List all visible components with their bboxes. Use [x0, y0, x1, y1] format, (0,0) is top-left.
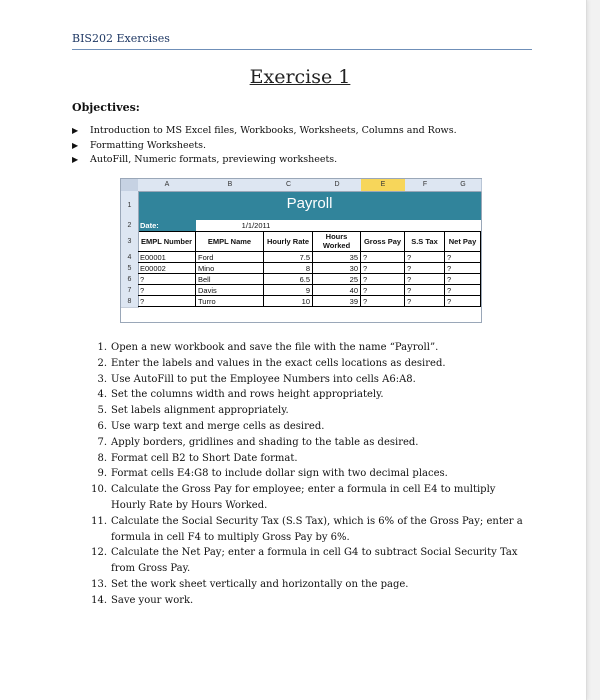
- header-cell: EMPL Number: [138, 231, 196, 252]
- table-cell: ?: [405, 274, 445, 285]
- step-number: 8.: [97, 452, 107, 464]
- table-cell: Turro: [196, 296, 264, 307]
- list-item: [90, 466, 530, 482]
- step-text: Open a new workbook and save the file with the name “Payroll”.: [111, 342, 439, 353]
- table-cell: ?: [361, 263, 405, 274]
- step-text: Format cells E4:G8 to include dollar sign with two decimal places.: [111, 468, 448, 480]
- step-number: 12.: [91, 547, 107, 559]
- instructions-list: [90, 340, 530, 609]
- step-number: 14.: [91, 594, 107, 606]
- row-header-5: 5: [121, 263, 139, 275]
- column-header-b: B: [196, 179, 265, 192]
- row-header-1: 1: [121, 191, 139, 221]
- table-cell: 40: [313, 285, 361, 296]
- table-cell: 30: [313, 263, 361, 274]
- table-cell: Ford: [196, 252, 264, 263]
- table-cell: ?: [361, 285, 405, 296]
- row-header-6: 6: [121, 274, 139, 286]
- payroll-title-band: [138, 191, 481, 221]
- table-cell: ?: [445, 274, 481, 285]
- list-item: [90, 451, 530, 467]
- column-header-g: G: [445, 179, 482, 192]
- list-item: [90, 593, 530, 609]
- column-header-f: F: [405, 179, 446, 192]
- row-header-7: 7: [121, 285, 139, 297]
- bullet-arrow-icon: ▶: [72, 155, 79, 164]
- page-title: Exercise 1: [249, 66, 351, 88]
- list-item: [90, 403, 530, 419]
- table-cell: Mino: [196, 263, 264, 274]
- table-cell: E00002: [138, 263, 196, 274]
- header-cell: Hourly Rate: [264, 231, 313, 252]
- table-cell: 7.5: [264, 252, 313, 263]
- table-cell: 8: [264, 263, 313, 274]
- table-cell: E00001: [138, 252, 196, 263]
- table-cell: ?: [138, 274, 196, 285]
- step-text: Apply borders, gridlines and shading to the table as desired.: [111, 436, 419, 448]
- column-header-c: C: [264, 179, 314, 192]
- objective-item: ▶ Formatting Worksheets.: [72, 139, 552, 154]
- list-item: [90, 514, 530, 546]
- list-item: [90, 482, 530, 514]
- table-cell: ?: [445, 296, 481, 307]
- bullet-arrow-icon: ▶: [72, 140, 79, 150]
- objective-item: ▶ Introduction to MS Excel files, Workbooks, Worksheets, Columns and Rows.: [72, 124, 552, 139]
- list-item: [90, 387, 530, 403]
- step-text: Set the work sheet vertically and horizontally on the page.: [111, 578, 409, 590]
- table-cell: ?: [445, 285, 481, 296]
- step-text: Calculate the Net Pay; enter a formula in cell G4 to subtract Social Security Tax from Gross Pay.: [111, 547, 518, 575]
- column-header-e: E: [361, 179, 406, 192]
- column-header-d: D: [313, 179, 362, 192]
- table-cell: 35: [313, 252, 361, 263]
- table-cell: 6.5: [264, 274, 313, 285]
- step-text: Save your work.: [111, 594, 194, 606]
- row-header-3: 3: [121, 231, 139, 253]
- list-item: [90, 419, 530, 435]
- date-value: 1/1/2011: [241, 221, 271, 230]
- list-item: [90, 356, 530, 372]
- step-text: Calculate the Gross Pay for employee; enter a formula in cell E4 to multiply Hourly Rate by Hours Worked.: [111, 484, 496, 511]
- list-item: [90, 545, 530, 577]
- table-cell: Bell: [196, 274, 264, 285]
- header-cell: Net Pay: [445, 231, 481, 252]
- table-cell: ?: [405, 285, 445, 296]
- step-number: 1.: [97, 342, 107, 353]
- row-header-8: 8: [121, 296, 139, 308]
- step-text: Use warp text and merge cells as desired.: [111, 420, 325, 432]
- row-header-4: 4: [121, 252, 139, 264]
- step-text: Enter the labels and values in the exact cells locations as desired.: [111, 357, 446, 369]
- table-cell: 10: [264, 296, 313, 307]
- objective-item: ▶ AutoFill, Numeric formats, previewing worksheets.: [72, 153, 552, 168]
- header-cell: Hours Worked: [313, 231, 361, 252]
- step-number: 7.: [97, 436, 107, 448]
- table-cell: ?: [405, 263, 445, 274]
- header-cell: S.S Tax: [405, 231, 445, 252]
- table-cell: 9: [264, 285, 313, 296]
- table-cell: ?: [445, 252, 481, 263]
- step-number: 5.: [97, 405, 107, 417]
- bullet-arrow-icon: ▶: [72, 126, 79, 135]
- step-text: Set the columns width and rows height appropriately.: [111, 389, 384, 401]
- objectives-heading: Objectives:: [72, 101, 140, 114]
- list-item: [90, 340, 530, 356]
- table-cell: Davis: [196, 285, 264, 296]
- list-item: [90, 435, 530, 451]
- table-cell: 39: [313, 296, 361, 307]
- table-cell: ?: [405, 296, 445, 307]
- step-number: 4.: [97, 389, 107, 401]
- table-cell: ?: [445, 263, 481, 274]
- table-cell: ?: [405, 252, 445, 263]
- table-cell: ?: [361, 296, 405, 307]
- table-cell: ?: [361, 274, 405, 285]
- column-header-a: A: [138, 179, 197, 192]
- step-number: 2.: [97, 357, 107, 369]
- header-cell: EMPL Name: [196, 231, 264, 252]
- step-text: Use AutoFill to put the Employee Numbers into cells A6:A8.: [111, 373, 416, 385]
- table-cell: ?: [138, 285, 196, 296]
- step-text: Set labels alignment appropriately.: [111, 405, 289, 417]
- payroll-title: Payroll: [286, 195, 333, 212]
- step-text: Format cell B2 to Short Date format.: [111, 452, 298, 464]
- table-cell: 25: [313, 274, 361, 285]
- step-number: 13.: [91, 578, 107, 590]
- table-cell: ?: [361, 252, 405, 263]
- list-item: [90, 372, 530, 388]
- objectives-list: [72, 124, 552, 168]
- step-number: 6.: [97, 420, 107, 432]
- step-number: 9.: [97, 468, 107, 480]
- header-cell: Gross Pay: [361, 231, 405, 252]
- step-number: 10.: [91, 484, 107, 496]
- table-cell: ?: [138, 296, 196, 307]
- list-item: [90, 577, 530, 593]
- page-header: BIS202 Exercises: [72, 32, 532, 50]
- step-text: Calculate the Social Security Tax (S.S Tax), which is 6% of the Gross Pay; enter a formula in cell F4 to multiply Gross Pay by 6%.: [111, 515, 523, 543]
- step-number: 3.: [97, 373, 107, 385]
- date-label: Date:: [138, 220, 196, 231]
- payroll-spreadsheet-image: [120, 178, 482, 323]
- row-header-2: 2: [121, 220, 139, 232]
- step-number: 11.: [91, 515, 107, 527]
